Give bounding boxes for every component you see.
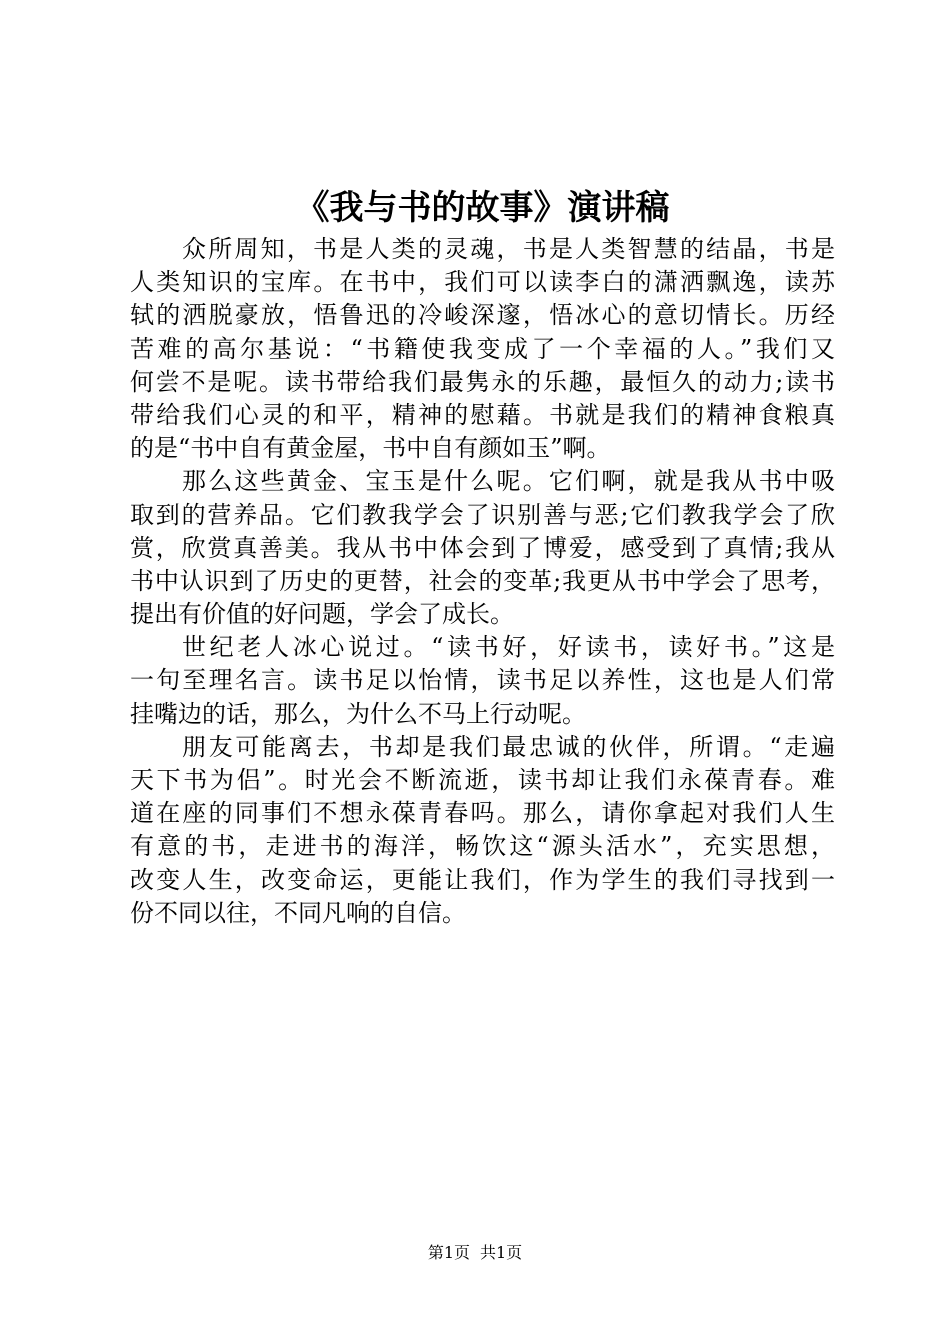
text-line: 取到的营养品。它们教我学会了识别善与恶;它们教我学会了欣 (130, 500, 835, 529)
text-line: 有意的书，走进书的海洋，畅饮这“源头活水”，充实思想， (130, 832, 835, 861)
text-line: 书中认识到了历史的更替，社会的变革;我更从书中学会了思考， (130, 566, 835, 595)
page-total: 共1页 (480, 1243, 523, 1262)
text-line: 的是“书中自有黄金屋，书中自有颜如玉”啊。 (130, 434, 611, 463)
paragraph-1 (130, 233, 835, 465)
document-title: 《我与书的故事》演讲稿 (295, 188, 670, 228)
text-line: 一句至理名言。读书足以怡情，读书足以养性，这也是人们常 (130, 666, 835, 695)
text-line: 朋友可能离去，书却是我们最忠诚的伙伴，所谓。“走遍 (182, 732, 835, 761)
text-line: 世纪老人冰心说过。“读书好，好读书，读好书。”这是 (182, 633, 835, 662)
text-line: 提出有价值的好问题，学会了成长。 (130, 600, 514, 629)
text-line: 带给我们心灵的和平，精神的慰藉。书就是我们的精神食粮真 (130, 400, 835, 429)
text-line: 道在座的同事们不想永葆青春吗。那么，请你拿起对我们人生 (130, 799, 835, 828)
text-line: 人类知识的宝库。在书中，我们可以读李白的潇洒飘逸，读苏 (130, 268, 835, 297)
text-line: 份不同以往，不同凡响的自信。 (130, 898, 466, 927)
text-line: 苦难的高尔基说：“书籍使我变成了一个幸福的人。”我们又 (130, 334, 835, 363)
text-line: 挂嘴边的话，那么，为什么不马上行动呢。 (130, 699, 586, 728)
page-footer (0, 1242, 950, 1264)
paragraph-4 (130, 731, 835, 930)
text-line: 那么这些黄金、宝玉是什么呢。它们啊，就是我从书中吸 (182, 467, 835, 496)
document-body (130, 233, 835, 930)
text-line: 众所周知，书是人类的灵魂，书是人类智慧的结晶，书是 (182, 235, 835, 263)
text-line: 天下书为侣”。时光会不断流逝，读书却让我们永葆青春。难 (130, 766, 835, 794)
paragraph-2 (130, 465, 835, 631)
text-line: 轼的洒脱豪放，悟鲁迅的冷峻深邃，悟冰心的意切情长。历经 (130, 301, 835, 330)
page-number: 第1页 (427, 1243, 470, 1262)
text-line: 赏，欣赏真善美。我从书中体会到了博爱，感受到了真情;我从 (130, 533, 835, 562)
text-line: 改变人生，改变命运，更能让我们，作为学生的我们寻找到一 (130, 865, 835, 894)
paragraph-3 (130, 631, 835, 731)
text-line: 何尝不是呢。读书带给我们最隽永的乐趣，最恒久的动力;读书 (130, 367, 835, 396)
